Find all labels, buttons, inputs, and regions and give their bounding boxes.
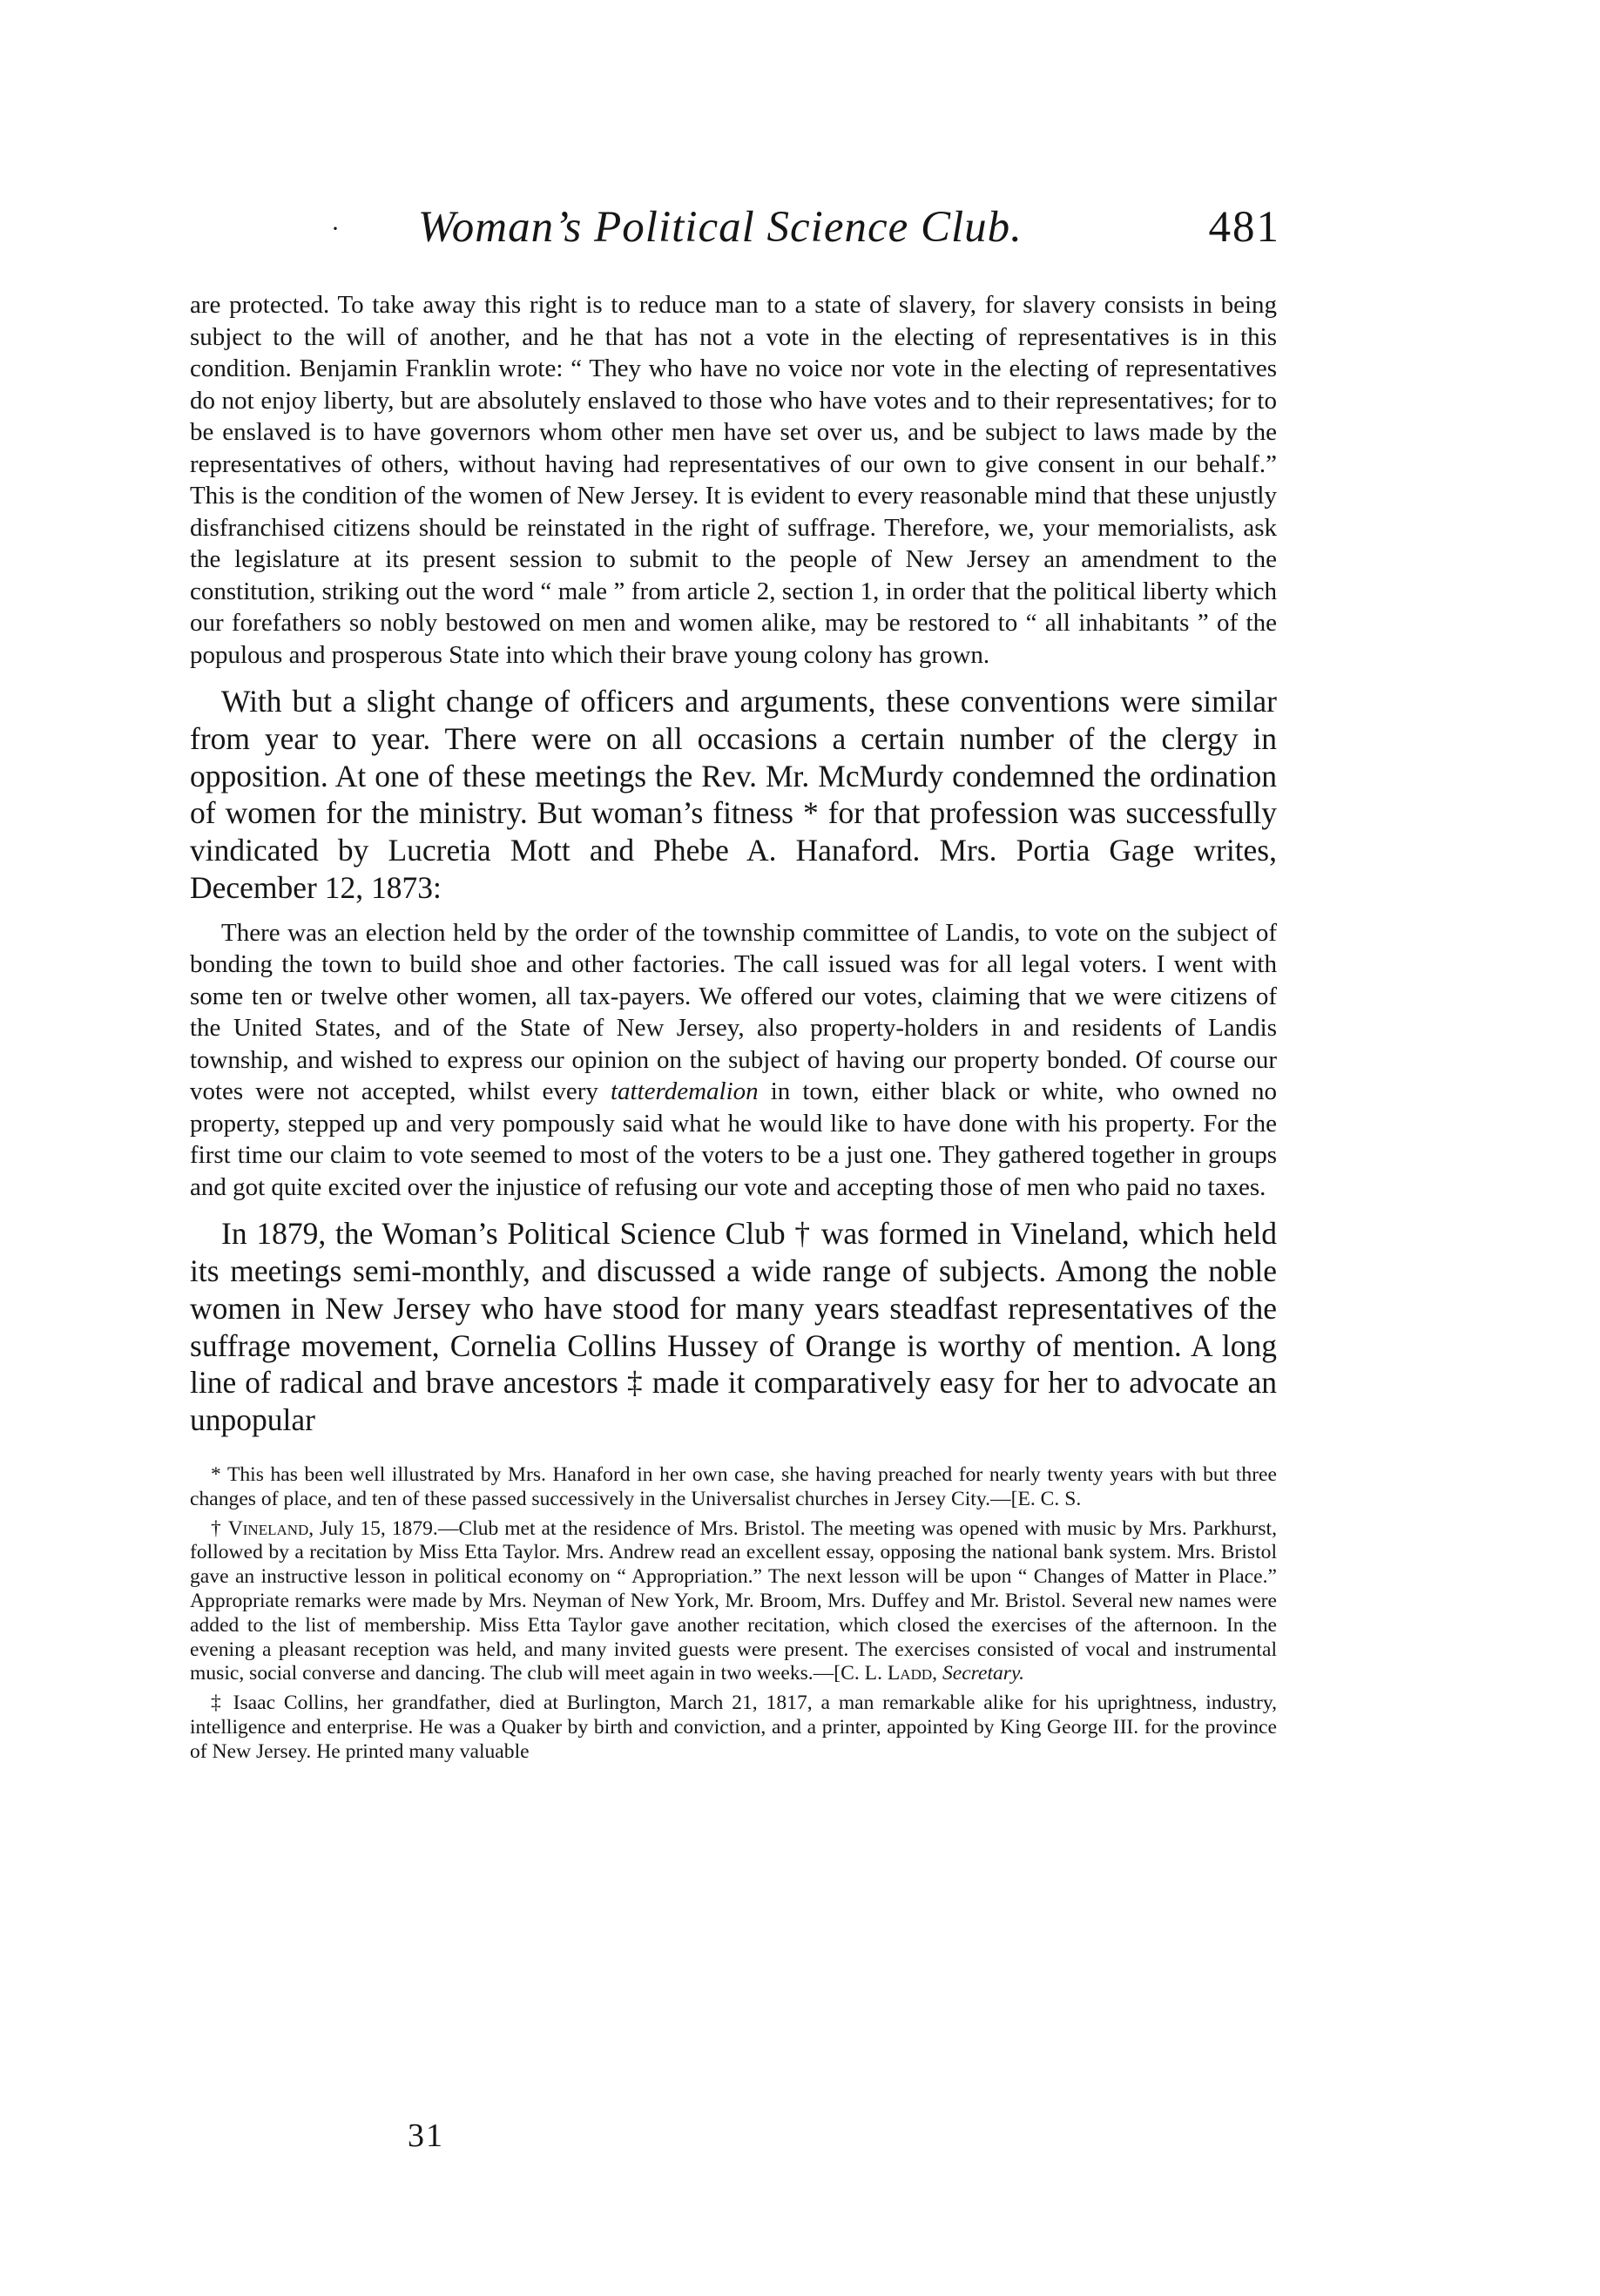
footnote-dagger-name: Ladd: [887, 1662, 933, 1685]
narrative-paragraph-conventions: With but a slight change of officers and arguments, these conventions were similar from year to year. There were on all occasions a certain number of the clergy in opposition. At one of these meetings the Rev. Mr. McMurdy condemned the ordination of women for the ministry. But woman’s fitness * for that profession was successfully vindicated by Lucretia Mott and Phebe A. Hanaford. Mrs. Portia Gage writes, December 12, 1873:: [190, 684, 1277, 905]
footnote-dagger-place: Vineland: [227, 1516, 309, 1540]
running-title: Woman’s Political Science Club.: [418, 203, 1023, 252]
page-body: [190, 289, 1277, 1765]
running-head: [331, 202, 1280, 263]
page-number: 481: [1208, 203, 1280, 252]
gage-letter-extract: [190, 917, 1277, 1204]
footnote-dagger-mark: †: [211, 1516, 228, 1540]
footnote-dagger: [190, 1517, 1277, 1687]
footnote-dagger-role: Secretary.: [942, 1662, 1025, 1685]
narrative-paragraph-vineland: In 1879, the Woman’s Political Science Club † was formed in Vineland, which held its meetings semi-monthly, and discussed a wide range of subjects. Among the noble women in New Jersey who have stood for many years steadfast representatives of the suffrage movement, Cornelia Collins Hussey of Orange is worthy of mention. A long line of radical and brave ancestors ‡ made it comparatively easy for her to advocate an unpopular: [190, 1216, 1277, 1438]
memorial-extract-paragraph: are protected. To take away this right is to reduce man to a state of slavery, for slavery consists in being subject to the will of another, and he that has not a vote in the electing of representatives is in this condition. Benjamin Franklin wrote: “ They who have no voice nor vote in the electing of representatives do not enjoy liberty, but are absolutely enslaved to those who have votes and to their representatives; for to be enslaved is to have governors whom other men have set over us, and be subject to laws made by the representatives of others, without having had representatives of our own to give consent in our behalf.” This is the condition of the women of New Jersey. It is evident to every reasonable mind that these unjustly disfranchised citizens should be reinstated in the right of suffrage. Therefore, we, your memorialists, ask the legislature at its present session to submit to the people of New Jersey an amendment to the constitution, striking out the word “ male ” from article 2, section 1, in order that the political liberty which our forefathers so nobly bestowed on men and women alike, may be restored to “ all inhabitants ” of the populous and prosperous State into which their brave young colony has grown.: [190, 291, 1277, 669]
gage-letter-text-end: in town, either black or white, who owned no property, stepped up and very pompously said what he would like to have done with his property. For the first time our claim to vote seemed to most of the voters to be a just one. They gathered together in groups and got quite excited over the injustice of refusing our vote and accepting those of men who paid no taxes.: [190, 1077, 1277, 1201]
footnotes: [190, 1463, 1277, 1765]
footnote-dagger-text: , July 15, 1879.—Club met at the residence of Mrs. Bristol. The meeting was opened with music by Mrs. Parkhurst, followed by a recitation by Miss Etta Taylor. Mrs. Andrew read an excellent essay, opposing the national bank system. Mrs. Bristol gave an instructive lesson in political economy on “ Appropriation.” The next lesson will be upon “ Changes of Matter in Place.” Appropriate remarks were made by Mrs. Neyman of New York, Mr. Broom, Mrs. Duffey and Mr. Bristol. Several new names were added to the list of membership. Miss Etta Taylor gave another recitation, which closed the exercises of the afternoon. In the evening a pleasant reception was held, and many invited guests were present. The exercises consisted of vocal and instrumental music, social converse and dancing. The club will meet again in two weeks.—[C. L.: [190, 1516, 1278, 1685]
header-dot: ·: [331, 214, 340, 243]
gage-letter-italic-word: tatterdemalion: [610, 1077, 759, 1106]
signature-mark: 31: [408, 2117, 444, 2154]
footnote-dagger-separator: ,: [932, 1662, 942, 1685]
gage-letter-text-start: There was an election held by the order of the township committee of Landis, to vote on the subject of bonding the town to build shoe and other factories. The call issued was for all legal voters. I went with some ten or twelve other women, all tax-payers. We offered our votes, claiming that we were citizens of the United States, and of the State of New Jersey, also property-holders in and residents of Landis township, and wished to express our opinion on the subject of having our property bonded. Of course our votes were not accepted, whilst every: [190, 918, 1277, 1106]
footnote-asterisk: * This has been well illustrated by Mrs. Hanaford in her own case, she having preached for nearly twenty years with but three changes of place, and ten of these passed successively in the Universalist churches in Jersey City.—[E. C. S.: [190, 1463, 1277, 1510]
footnote-double-dagger: ‡ Isaac Collins, her grandfather, died at Burlington, March 21, 1817, a man remarkable alike for his uprightness, industry, intelligence and enterprise. He was a Quaker by birth and conviction, and a printer, appointed by King George III. for the province of New Jersey. He printed many valuable: [190, 1692, 1277, 1763]
